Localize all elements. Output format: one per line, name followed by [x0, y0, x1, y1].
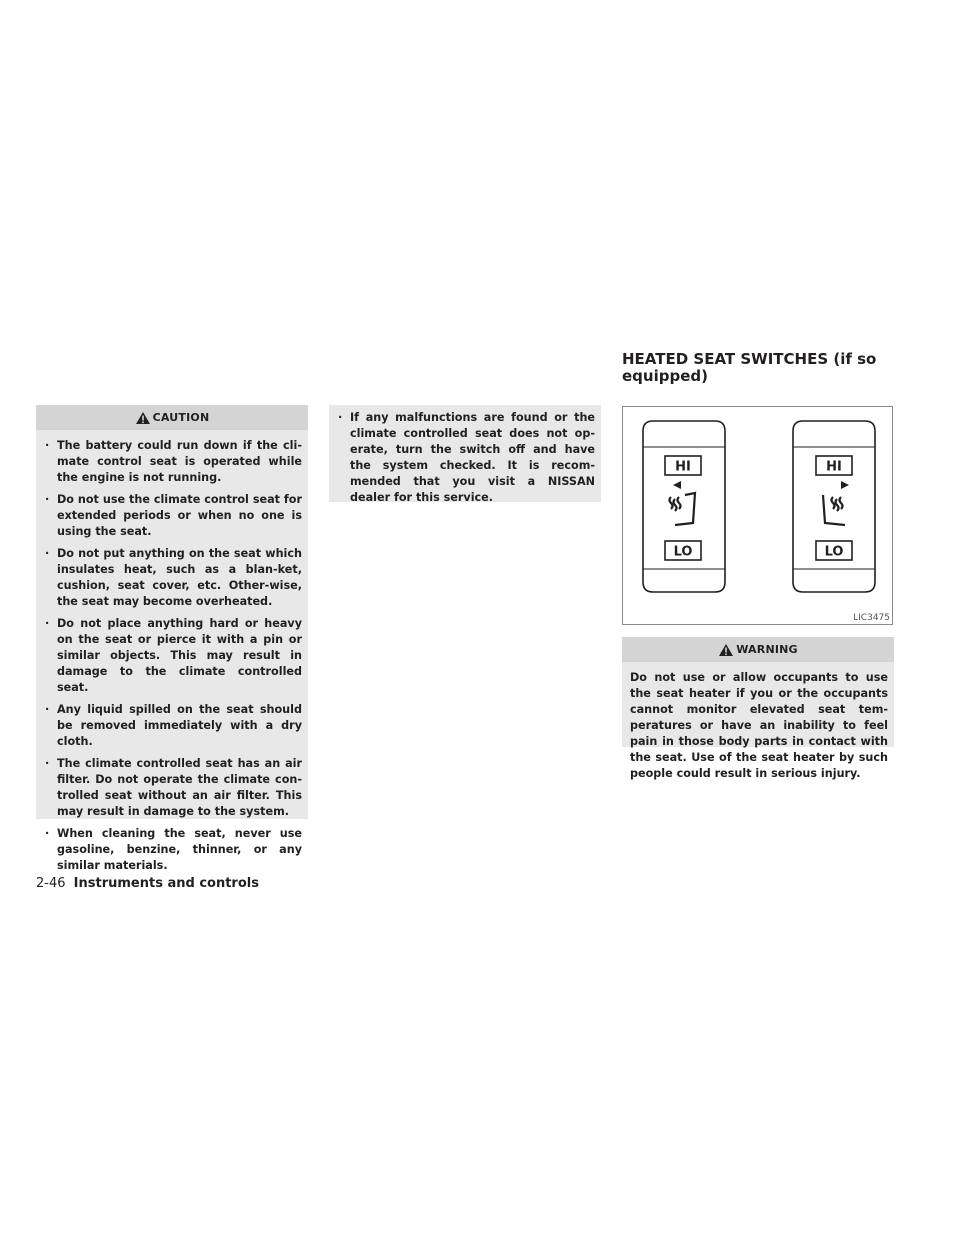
right-lo-label: LO: [824, 544, 844, 560]
left-arrow-icon: [673, 481, 681, 489]
caution-continued-list: [329, 405, 601, 506]
caution-item: · The climate controlled seat has an air filter. Do not operate the climate con-trolled seat without an air filter. This may result in damage to the system.: [42, 756, 302, 820]
caution-header: [36, 405, 308, 430]
caution-item: · If any malfunctions are found or the climate controlled seat does not op-erate, turn the switch off and have the system checked. It is recom-mended that you visit a NISSAN dealer for this service.: [335, 410, 595, 506]
warning-text: Do not use or allow occupants to use the seat heater if you or the occupants cannot monitor elevated seat tem-peratures or have an inability to feel pain in those body parts in contact with the seat. Use of the seat heater by such people could result in serious injury.: [630, 671, 888, 780]
switch-illustration: [623, 407, 892, 624]
caution-list: [36, 430, 308, 874]
warning-header: [622, 637, 894, 662]
caution-item: · Do not put anything on the seat which insulates heat, such as a blan-ket, cushion, seat cover, etc. Other-wise, the seat may become overheated.: [42, 546, 302, 610]
warning-triangle-icon: [135, 411, 151, 425]
left-lo-label: LO: [673, 544, 693, 560]
left-seat-heater-icon: [670, 493, 696, 525]
left-hi-label: HI: [675, 459, 691, 475]
caution-continued-box: [329, 405, 601, 502]
caution-item: · Any liquid spilled on the seat should be removed immediately with a dry cloth.: [42, 702, 302, 750]
page-number: 2-46: [36, 876, 66, 891]
heated-seat-switch-figure: [622, 406, 893, 625]
caution-item: · Do not place anything hard or heavy on the seat or pierce it with a pin or similar objects. This may result in damage to the climate controlled seat.: [42, 616, 302, 696]
right-arrow-icon: [841, 481, 849, 489]
warning-box: [622, 637, 894, 780]
section-name: Instruments and controls: [73, 876, 259, 891]
section-title: HEATED SEAT SWITCHES (if so equipped): [622, 350, 877, 385]
page-footer: [36, 876, 259, 891]
right-seat-switch: [793, 421, 875, 592]
figure-code: LIC3475: [853, 613, 890, 623]
warning-triangle-icon: [718, 643, 734, 657]
right-seat-heater-icon: [823, 495, 845, 525]
caution-item: · The battery could run down if the cli-mate control seat is operated while the engine is not running.: [42, 438, 302, 486]
left-seat-switch: [643, 421, 725, 592]
warning-title: WARNING: [736, 643, 798, 656]
right-hi-label: HI: [826, 459, 842, 475]
caution-title: CAUTION: [152, 411, 210, 424]
caution-item: · When cleaning the seat, never use gasoline, benzine, thinner, or any similar materials.: [42, 826, 302, 874]
caution-box: [36, 405, 308, 872]
caution-item: · Do not use the climate control seat for extended periods or when no one is using the seat.: [42, 492, 302, 540]
